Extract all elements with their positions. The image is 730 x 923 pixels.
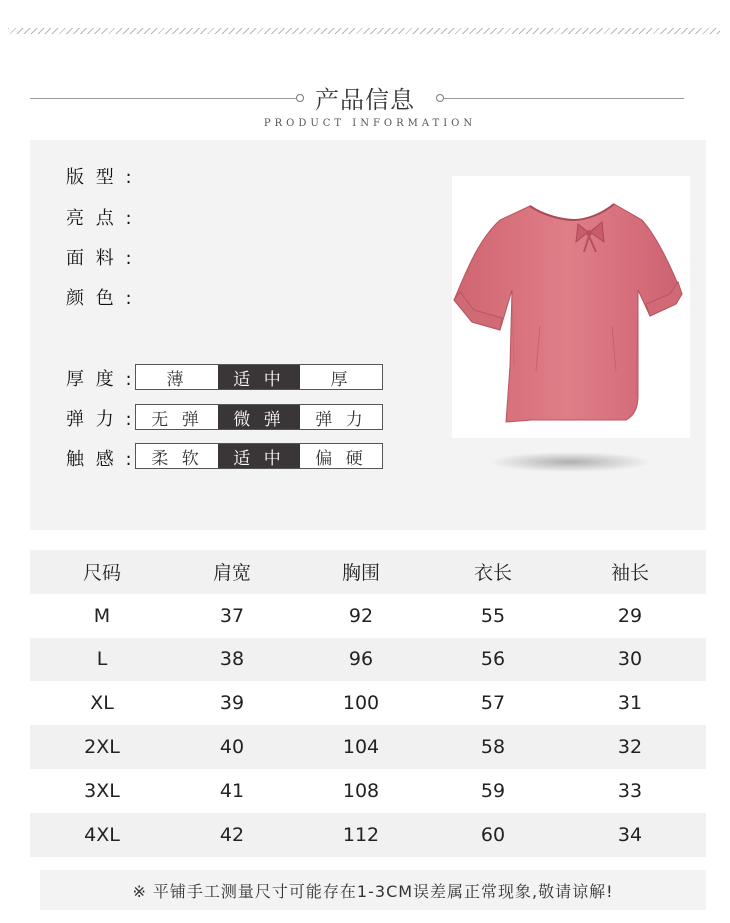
cell-shoulder: 37 — [219, 604, 245, 627]
header-sleeve: 袖长 — [610, 562, 649, 585]
cell-size: M — [93, 604, 111, 627]
cell-sleeve: 33 — [617, 779, 643, 802]
header-length: 衣长 — [473, 562, 512, 585]
elasticity-scale — [135, 404, 383, 430]
header-line-left — [30, 98, 296, 99]
cell-length: 59 — [480, 779, 506, 802]
table-row — [30, 681, 706, 725]
table-row — [30, 638, 706, 682]
measurement-note: ※ 平铺手工测量尺寸可能存在1-3CM误差属正常现象,敬请谅解! — [40, 870, 706, 910]
table-header-row — [30, 550, 706, 594]
cell-length: 56 — [480, 648, 506, 671]
image-shadow — [490, 452, 650, 472]
cell-sleeve: 29 — [617, 604, 643, 627]
cell-chest: 92 — [348, 604, 374, 627]
field-label-highlights: 亮 点 : — [66, 208, 135, 229]
thickness-option-thin: 薄 — [166, 369, 188, 390]
decorative-stripe — [8, 28, 720, 34]
product-image — [452, 176, 690, 438]
header-shoulder: 肩宽 — [212, 562, 251, 585]
elasticity-option-slight: 微 弹 — [218, 405, 300, 429]
cell-length: 57 — [480, 692, 506, 715]
thickness-option-medium: 适 中 — [218, 365, 300, 389]
table-row — [30, 594, 706, 638]
header-size: 尺码 — [82, 562, 121, 585]
cell-length: 58 — [480, 736, 506, 759]
attribute-label-feel: 触 感 : — [66, 449, 135, 470]
cell-size: 3XL — [84, 779, 120, 802]
cell-length: 55 — [480, 604, 506, 627]
cell-sleeve: 30 — [617, 648, 643, 671]
elasticity-option-stretch: 弹 力 — [315, 409, 367, 430]
field-label-fit: 版 型 : — [66, 167, 135, 188]
section-subtitle: PRODUCT INFORMATION — [263, 118, 477, 129]
cell-shoulder: 42 — [219, 823, 245, 846]
attribute-label-elasticity: 弹 力 : — [66, 409, 135, 430]
cell-shoulder: 38 — [219, 648, 245, 671]
cell-chest: 96 — [348, 648, 374, 671]
cell-sleeve: 31 — [617, 692, 643, 715]
cell-shoulder: 39 — [219, 692, 245, 715]
size-table — [30, 550, 706, 857]
field-label-color: 颜 色 : — [66, 288, 135, 309]
cell-sleeve: 34 — [617, 823, 643, 846]
elasticity-option-none: 无 弹 — [151, 409, 203, 430]
thickness-scale — [135, 364, 383, 390]
header-chest: 胸围 — [341, 562, 380, 585]
feel-option-soft: 柔 软 — [151, 448, 203, 469]
section-title: 产品信息 — [315, 86, 415, 114]
feel-option-stiff: 偏 硬 — [315, 448, 367, 469]
table-row — [30, 813, 706, 857]
cell-shoulder: 40 — [219, 736, 245, 759]
field-label-fabric: 面 料 : — [66, 248, 135, 269]
cell-size: 2XL — [84, 736, 120, 759]
cell-chest: 104 — [342, 736, 380, 759]
cell-length: 60 — [480, 823, 506, 846]
cell-size: XL — [90, 692, 114, 715]
cell-chest: 100 — [342, 692, 380, 715]
cell-chest: 112 — [342, 823, 380, 846]
cell-size: 4XL — [84, 823, 120, 846]
attribute-label-thickness: 厚 度 : — [66, 369, 135, 390]
cell-size: L — [96, 648, 108, 671]
thickness-option-thick: 厚 — [330, 369, 352, 390]
table-row — [30, 725, 706, 769]
table-row — [30, 769, 706, 813]
feel-scale — [135, 443, 383, 469]
feel-option-medium: 适 中 — [218, 444, 300, 468]
pink-tshirt-image — [452, 176, 690, 438]
cell-sleeve: 32 — [617, 736, 643, 759]
cell-shoulder: 41 — [219, 779, 245, 802]
cell-chest: 108 — [342, 779, 380, 802]
header-dot-right — [436, 94, 444, 102]
header-line-right — [444, 98, 684, 99]
